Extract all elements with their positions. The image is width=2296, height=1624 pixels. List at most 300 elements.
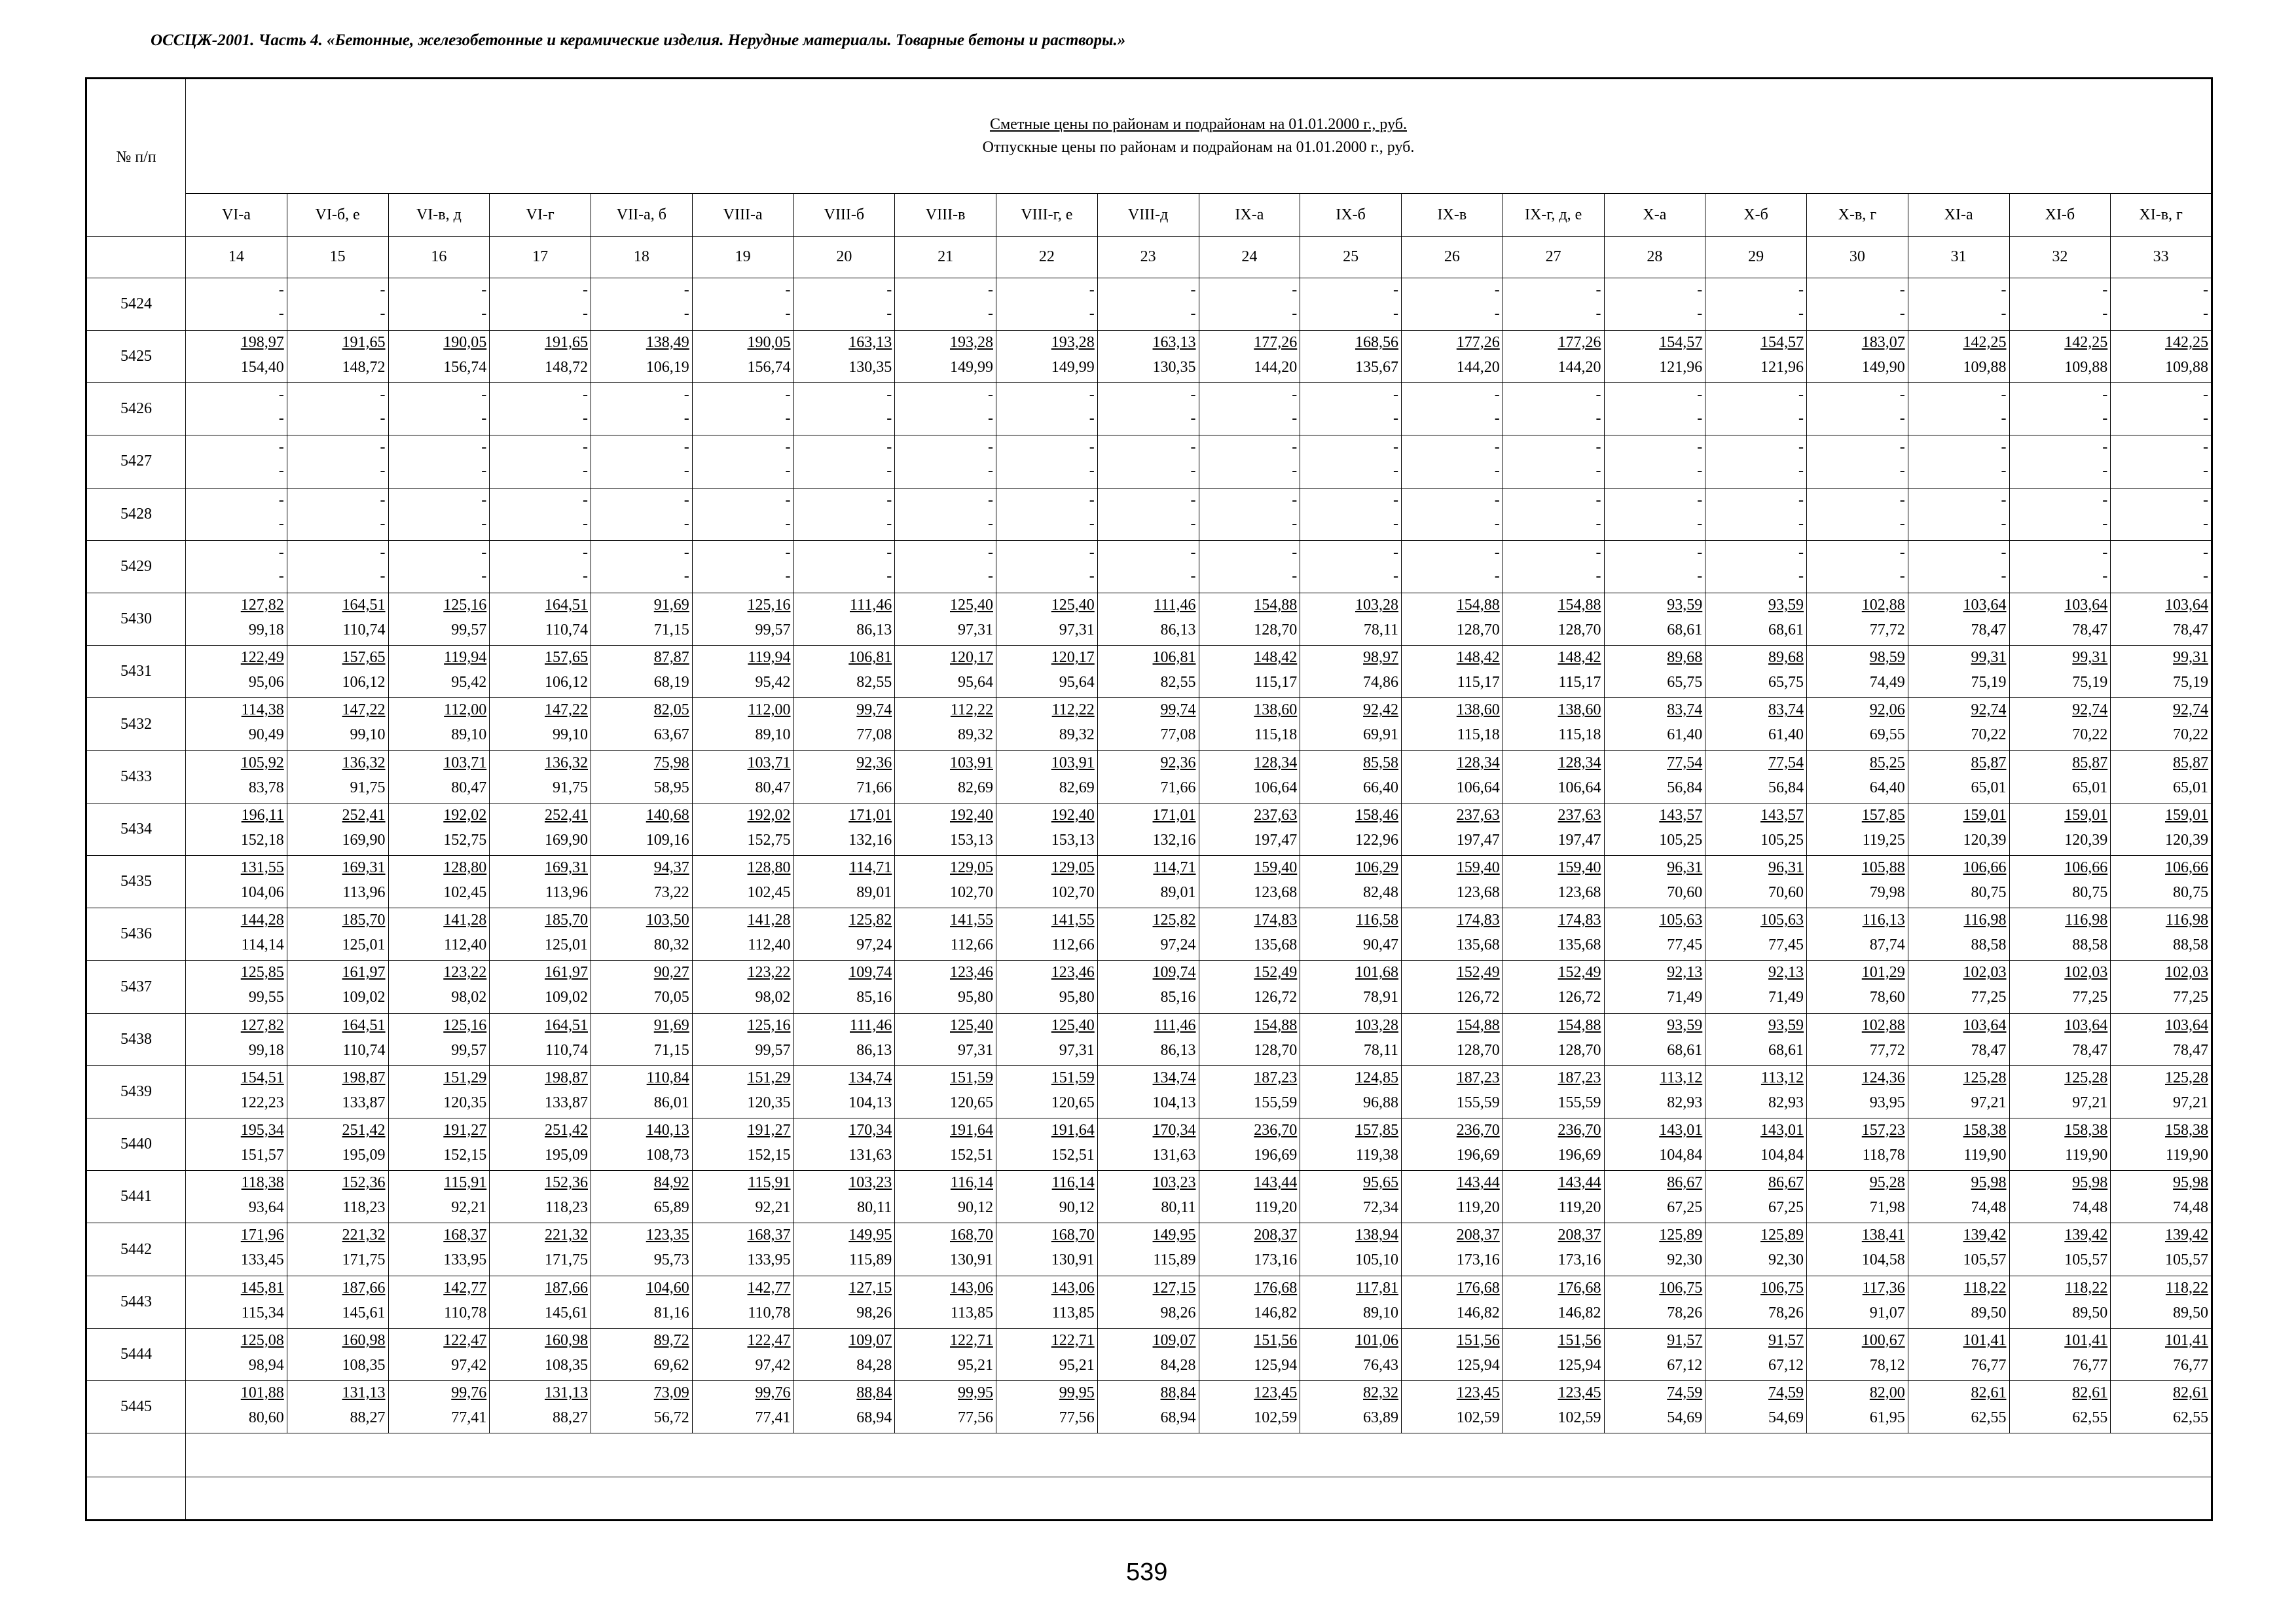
release-price: 98,02 — [451, 989, 487, 1006]
estimate-price: 74,59 — [1667, 1384, 1703, 1402]
release-price: - — [886, 410, 892, 428]
price-cell — [2009, 908, 2111, 961]
price-cell — [1402, 540, 1503, 593]
release-price: - — [1899, 462, 1905, 480]
release-price: 197,47 — [1254, 831, 1298, 849]
release-price: - — [278, 515, 284, 532]
release-price: 123,68 — [1558, 884, 1601, 902]
release-price: - — [1798, 515, 1804, 532]
price-cell — [2009, 1328, 2111, 1380]
estimate-price: 124,85 — [1355, 1069, 1398, 1086]
price-cell — [895, 1171, 996, 1223]
price-cell — [1604, 698, 1705, 750]
release-price: 62,55 — [2173, 1409, 2208, 1427]
estimate-price: - — [785, 281, 791, 299]
price-cell — [1097, 646, 1199, 698]
price-cell — [388, 961, 490, 1013]
price-cell — [1807, 1065, 1908, 1118]
release-price: - — [1190, 515, 1196, 532]
estimate-price: 187,66 — [342, 1279, 386, 1297]
release-price: - — [1697, 410, 1703, 428]
estimate-price: 75,98 — [653, 754, 689, 771]
price-cell — [388, 540, 490, 593]
release-price: 86,13 — [856, 621, 892, 638]
estimate-price: 159,40 — [1456, 859, 1500, 877]
table-row — [86, 540, 2212, 593]
release-price: 95,42 — [755, 674, 791, 692]
price-cell — [186, 540, 287, 593]
price-cell — [287, 540, 388, 593]
estimate-price: - — [1089, 386, 1095, 404]
release-price: 119,25 — [1862, 831, 1905, 849]
price-cell — [1604, 803, 1705, 855]
release-price: 71,49 — [1768, 989, 1804, 1006]
estimate-price: 125,85 — [240, 964, 284, 982]
price-cell — [186, 593, 287, 646]
release-price: - — [2001, 567, 2007, 585]
price-cell — [186, 1328, 287, 1380]
estimate-price: 106,66 — [2165, 859, 2208, 877]
estimate-price: 142,77 — [443, 1279, 487, 1297]
release-price: - — [1697, 567, 1703, 585]
column-number: 16 — [388, 236, 490, 278]
estimate-price: 176,68 — [1558, 1279, 1601, 1297]
release-price: 109,88 — [1963, 358, 2007, 376]
price-cell — [1199, 330, 1300, 382]
release-price: 65,75 — [1667, 674, 1703, 692]
estimate-price: 92,42 — [1363, 701, 1398, 719]
release-price: 87,74 — [1869, 936, 1905, 954]
estimate-price: 158,46 — [1355, 806, 1398, 824]
price-cell — [1300, 593, 1402, 646]
release-price: 144,20 — [1456, 358, 1500, 376]
release-price: 131,63 — [848, 1147, 892, 1164]
price-cell — [490, 1065, 591, 1118]
estimate-price: 136,32 — [342, 754, 386, 771]
price-cell — [388, 1276, 490, 1328]
price-cell — [2111, 803, 2212, 855]
estimate-price: 101,29 — [1861, 964, 1905, 982]
price-cell — [1503, 856, 1604, 908]
price-cell — [490, 1328, 591, 1380]
estimate-price: 158,38 — [1963, 1122, 2007, 1139]
price-cell — [895, 803, 996, 855]
estimate-price: 191,65 — [342, 333, 386, 351]
price-cell — [1402, 1223, 1503, 1276]
release-price: 63,89 — [1363, 1409, 1398, 1427]
estimate-price: 192,02 — [747, 806, 791, 824]
row-number: 5424 — [86, 278, 186, 330]
release-price: 135,68 — [1456, 936, 1500, 954]
release-price: 146,82 — [1254, 1304, 1298, 1321]
release-price: 98,02 — [755, 989, 791, 1006]
release-price: 118,23 — [342, 1199, 386, 1217]
price-cell — [1097, 698, 1199, 750]
release-price: 80,11 — [857, 1199, 892, 1217]
estimate-price: 82,61 — [2072, 1384, 2108, 1402]
row-number: 5426 — [86, 383, 186, 435]
estimate-price: 160,98 — [545, 1331, 588, 1349]
estimate-price: - — [1292, 544, 1298, 561]
release-price: 75,19 — [1971, 674, 2007, 692]
table-row — [86, 383, 2212, 435]
price-cell — [895, 1013, 996, 1065]
estimate-price: 154,51 — [240, 1069, 284, 1086]
column-number: 26 — [1402, 236, 1503, 278]
price-cell — [287, 646, 388, 698]
price-cell — [895, 278, 996, 330]
estimate-price: 237,63 — [1558, 806, 1601, 824]
price-cell — [186, 488, 287, 540]
release-price: 118,23 — [545, 1199, 588, 1217]
release-price: 68,61 — [1768, 621, 1804, 638]
estimate-price: 161,97 — [545, 964, 588, 982]
release-price: 120,39 — [1963, 831, 2007, 849]
estimate-price: - — [785, 386, 791, 404]
price-cell — [793, 698, 895, 750]
estimate-price: - — [583, 281, 588, 299]
price-cell — [2111, 750, 2212, 803]
release-price: 78,91 — [1363, 989, 1398, 1006]
estimate-price: - — [2001, 281, 2007, 299]
estimate-price: 138,60 — [1558, 701, 1601, 719]
price-cell — [1705, 961, 1807, 1013]
price-cell — [186, 750, 287, 803]
price-cell — [1199, 646, 1300, 698]
release-price: 78,26 — [1768, 1304, 1804, 1321]
price-cell — [1503, 646, 1604, 698]
price-cell — [1402, 1328, 1503, 1380]
release-price: 74,86 — [1363, 674, 1398, 692]
release-price: 77,56 — [1059, 1409, 1095, 1427]
price-cell — [1604, 750, 1705, 803]
column-number: 21 — [895, 236, 996, 278]
price-cell — [591, 1381, 693, 1433]
release-price: 99,57 — [755, 1041, 791, 1059]
price-cell — [388, 698, 490, 750]
release-price: 197,47 — [1456, 831, 1500, 849]
price-cell — [895, 330, 996, 382]
price-cell — [1503, 961, 1604, 1013]
price-cell — [1097, 593, 1199, 646]
price-cell — [793, 856, 895, 908]
price-cell — [793, 488, 895, 540]
price-cell — [1908, 1328, 2009, 1380]
release-price: 113,96 — [545, 884, 588, 902]
estimate-price: 193,28 — [1051, 333, 1095, 351]
price-cell — [996, 646, 1098, 698]
estimate-price: 120,17 — [950, 649, 993, 667]
release-price: 173,16 — [1558, 1251, 1601, 1269]
estimate-price: 151,56 — [1254, 1331, 1298, 1349]
release-price: 86,01 — [653, 1094, 689, 1111]
price-cell — [388, 435, 490, 488]
estimate-price: 92,74 — [2173, 701, 2208, 719]
estimate-price: - — [380, 491, 386, 509]
release-price: - — [683, 410, 689, 428]
release-price: 68,94 — [1160, 1409, 1196, 1427]
estimate-price: 95,98 — [2173, 1174, 2208, 1192]
release-price: 83,78 — [248, 779, 284, 796]
release-price: 78,11 — [1363, 1041, 1398, 1059]
estimate-price: - — [1798, 439, 1804, 456]
release-price: 120,39 — [2064, 831, 2108, 849]
estimate-price: 101,41 — [1963, 1331, 2007, 1349]
price-cell — [996, 1276, 1098, 1328]
row-number: 5436 — [86, 908, 186, 961]
price-cell — [1402, 383, 1503, 435]
price-cell — [2009, 1065, 2111, 1118]
release-price: 115,18 — [1457, 726, 1500, 744]
price-cell — [1300, 1065, 1402, 1118]
price-cell — [692, 540, 793, 593]
price-cell — [1705, 1328, 1807, 1380]
release-price: 99,18 — [248, 1041, 284, 1059]
price-cell — [1300, 1328, 1402, 1380]
price-cell — [2111, 1118, 2212, 1171]
estimate-price: 125,16 — [443, 597, 487, 614]
estimate-price: - — [1595, 544, 1601, 561]
price-cell — [1199, 1013, 1300, 1065]
release-price: 149,99 — [950, 358, 993, 376]
release-price: - — [1697, 304, 1703, 322]
price-cell — [1300, 435, 1402, 488]
release-price: 82,93 — [1768, 1094, 1804, 1111]
estimate-price: 114,38 — [241, 701, 284, 719]
release-price: 70,22 — [2173, 726, 2208, 744]
price-cell — [793, 961, 895, 1013]
price-cell — [1503, 1171, 1604, 1223]
estimate-price: - — [380, 281, 386, 299]
price-cell — [895, 1328, 996, 1380]
estimate-price: - — [278, 386, 284, 404]
price-cell — [490, 1171, 591, 1223]
estimate-price: 251,42 — [545, 1122, 588, 1139]
release-price: 135,67 — [1355, 358, 1398, 376]
release-price: 196,69 — [1558, 1147, 1601, 1164]
release-price: 75,19 — [2173, 674, 2208, 692]
table-row — [86, 1171, 2212, 1223]
release-price: 66,40 — [1363, 779, 1398, 796]
estimate-price: 82,32 — [1363, 1384, 1398, 1402]
price-cell — [1908, 646, 2009, 698]
release-price: 97,24 — [856, 936, 892, 954]
price-cell — [186, 856, 287, 908]
price-cell — [388, 488, 490, 540]
price-cell — [2111, 1381, 2212, 1433]
release-price: 151,57 — [240, 1147, 284, 1164]
release-price: 171,75 — [545, 1251, 588, 1269]
price-cell — [186, 435, 287, 488]
price-cell — [1402, 908, 1503, 961]
price-cell — [996, 593, 1098, 646]
price-cell — [996, 750, 1098, 803]
estimate-price: - — [1393, 544, 1398, 561]
estimate-price: 123,22 — [747, 964, 791, 982]
estimate-price: 236,70 — [1558, 1122, 1601, 1139]
release-price: 115,18 — [1254, 726, 1298, 744]
estimate-price: 125,08 — [240, 1331, 284, 1349]
estimate-price: 143,06 — [950, 1279, 993, 1297]
release-price: 130,91 — [950, 1251, 993, 1269]
estimate-price: 163,13 — [848, 333, 892, 351]
release-price: 110,74 — [342, 1041, 386, 1059]
estimate-price: - — [1899, 544, 1905, 561]
estimate-price: 151,59 — [950, 1069, 993, 1086]
release-price: 115,18 — [1558, 726, 1601, 744]
estimate-price: 143,06 — [1051, 1279, 1095, 1297]
estimate-price: 85,87 — [2072, 754, 2108, 771]
release-price: 152,75 — [747, 831, 791, 849]
price-cell — [388, 1171, 490, 1223]
estimate-price: 176,68 — [1456, 1279, 1500, 1297]
column-number: 24 — [1199, 236, 1300, 278]
estimate-price: 187,66 — [545, 1279, 588, 1297]
release-price: 120,65 — [1051, 1094, 1095, 1111]
price-cell — [1300, 1276, 1402, 1328]
price-cell — [2009, 435, 2111, 488]
price-cell — [1908, 1171, 2009, 1223]
release-price: 82,55 — [1160, 674, 1196, 692]
estimate-price: 89,72 — [653, 1331, 689, 1349]
estimate-price: 127,15 — [1152, 1279, 1196, 1297]
price-cell — [490, 1223, 591, 1276]
estimate-price: - — [1899, 439, 1905, 456]
release-price: 99,57 — [755, 621, 791, 638]
estimate-price: 143,01 — [1659, 1122, 1703, 1139]
release-price: - — [1393, 462, 1398, 480]
release-price: 82,69 — [958, 779, 993, 796]
estimate-price: 168,56 — [1355, 333, 1398, 351]
price-cell — [186, 1065, 287, 1118]
release-price: 171,75 — [342, 1251, 386, 1269]
release-price: 105,25 — [1760, 831, 1804, 849]
estimate-price: 115,91 — [444, 1174, 487, 1192]
price-cell — [490, 435, 591, 488]
price-cell — [186, 1118, 287, 1171]
price-cell — [2009, 1171, 2111, 1223]
price-cell — [1199, 593, 1300, 646]
estimate-price: 161,97 — [342, 964, 386, 982]
release-price: 93,64 — [248, 1199, 284, 1217]
release-price: 91,07 — [1869, 1304, 1905, 1321]
estimate-price: 123,45 — [1456, 1384, 1500, 1402]
estimate-price: 99,31 — [2173, 649, 2208, 667]
release-price: 112,66 — [950, 936, 993, 954]
release-price: - — [1190, 410, 1196, 428]
row-number: 5428 — [86, 488, 186, 540]
price-cell — [1604, 856, 1705, 908]
release-price: - — [683, 567, 689, 585]
release-price: 128,70 — [1456, 621, 1500, 638]
region-header: IX-в — [1402, 194, 1503, 236]
release-price: 145,61 — [545, 1304, 588, 1321]
price-cell — [793, 540, 895, 593]
estimate-price: 92,13 — [1768, 964, 1804, 982]
price-cell — [1097, 1065, 1199, 1118]
price-cell — [1604, 435, 1705, 488]
release-price: 119,90 — [2165, 1147, 2208, 1164]
release-price: - — [1899, 410, 1905, 428]
page-number: 539 — [1126, 1559, 1168, 1586]
price-cell — [1908, 1065, 2009, 1118]
release-price: 102,59 — [1456, 1409, 1500, 1427]
release-price: 97,42 — [451, 1356, 487, 1374]
price-cell — [895, 1276, 996, 1328]
price-cell — [1705, 383, 1807, 435]
estimate-price: 92,36 — [856, 754, 892, 771]
estimate-price: - — [1292, 386, 1298, 404]
price-cell — [996, 698, 1098, 750]
release-price: - — [2102, 410, 2108, 428]
table-row — [86, 750, 2212, 803]
release-price: - — [1089, 567, 1095, 585]
price-cell — [895, 1381, 996, 1433]
estimate-price: 190,05 — [443, 333, 487, 351]
release-price: 125,94 — [1254, 1356, 1298, 1374]
estimate-price: 106,75 — [1659, 1279, 1703, 1297]
release-price: 106,12 — [342, 674, 386, 692]
price-cell — [1402, 698, 1503, 750]
release-price: 76,77 — [2173, 1356, 2208, 1374]
price-cell — [388, 803, 490, 855]
price-cell — [1705, 1381, 1807, 1433]
estimate-price: 86,67 — [1667, 1174, 1703, 1192]
release-price: 78,47 — [2072, 621, 2108, 638]
price-cell — [793, 593, 895, 646]
estimate-price: - — [1393, 439, 1398, 456]
price-cell — [895, 593, 996, 646]
price-cell — [1604, 488, 1705, 540]
release-price: 89,32 — [958, 726, 993, 744]
price-cell — [591, 908, 693, 961]
region-header: VII-а, б — [591, 194, 693, 236]
release-price: 91,75 — [553, 779, 588, 796]
price-cell — [793, 1223, 895, 1276]
estimate-price: 140,68 — [646, 806, 689, 824]
release-price: 67,12 — [1667, 1356, 1703, 1374]
price-cell — [1705, 908, 1807, 961]
empty-row — [86, 1433, 2212, 1477]
price-cell — [996, 1118, 1098, 1171]
row-number: 5439 — [86, 1065, 186, 1118]
region-header: VIII-д — [1097, 194, 1199, 236]
release-price: - — [2001, 410, 2007, 428]
release-price: 80,32 — [653, 936, 689, 954]
release-price: 102,45 — [747, 884, 791, 902]
release-price: - — [1190, 304, 1196, 322]
price-cell — [287, 383, 388, 435]
price-cell — [1097, 1381, 1199, 1433]
estimate-price: 129,05 — [1051, 859, 1095, 877]
estimate-price: 187,23 — [1456, 1069, 1500, 1086]
estimate-price: 151,59 — [1051, 1069, 1095, 1086]
release-price: - — [583, 304, 588, 322]
estimate-price: - — [2001, 386, 2007, 404]
release-price: 195,09 — [342, 1147, 386, 1164]
estimate-price: 138,94 — [1355, 1227, 1398, 1244]
region-header: IX-а — [1199, 194, 1300, 236]
price-cell — [2009, 383, 2111, 435]
estimate-price: 142,25 — [2165, 333, 2208, 351]
release-price: 132,16 — [848, 831, 892, 849]
price-cell — [692, 1381, 793, 1433]
price-cell — [1705, 856, 1807, 908]
release-price: 77,45 — [1667, 936, 1703, 954]
estimate-price: 103,28 — [1355, 1016, 1398, 1034]
estimate-price: - — [988, 491, 993, 509]
release-price: 68,19 — [653, 674, 689, 692]
